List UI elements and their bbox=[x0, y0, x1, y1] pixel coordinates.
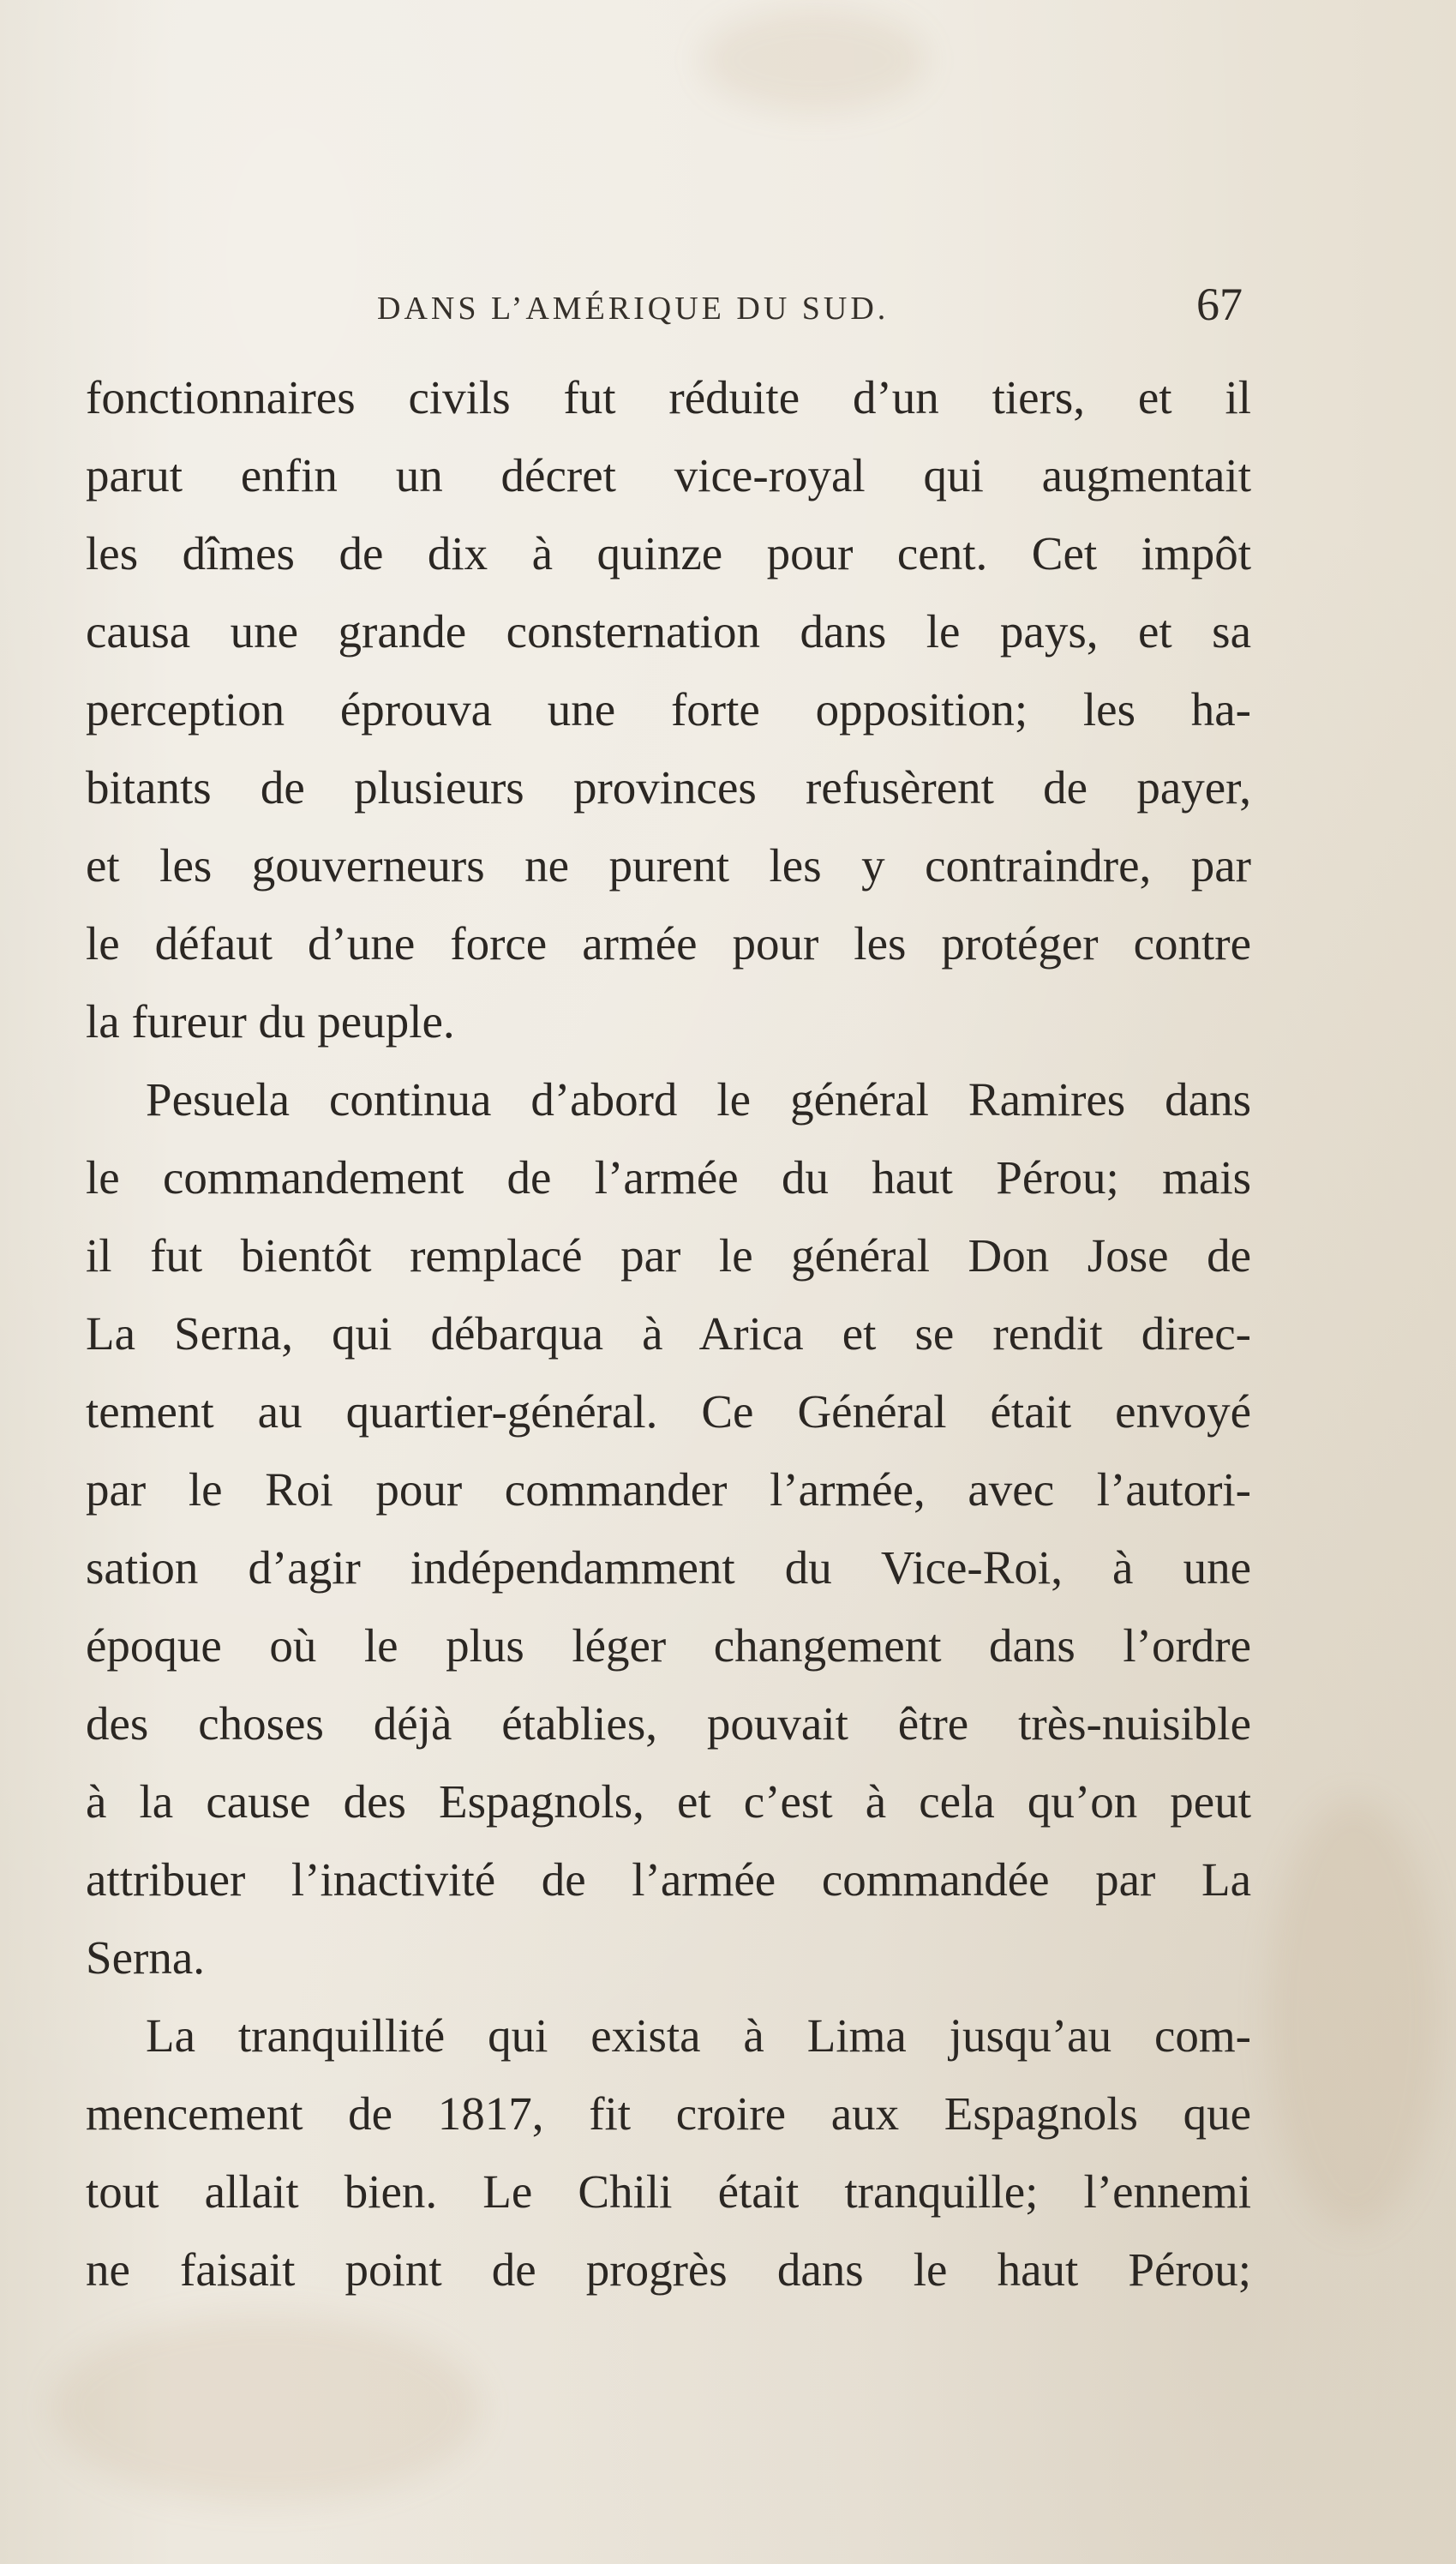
text-line: tout allait bien. Le Chili était tranquille; l’ennemi bbox=[86, 2165, 1251, 2218]
text-line: le commandement de l’armée du haut Pérou; mais bbox=[86, 1151, 1251, 1204]
text-line: mencement de 1817, fit croire aux Espagnols que bbox=[86, 2087, 1251, 2140]
text-line: il fut bientôt remplacé par le général Don Jose de bbox=[86, 1229, 1251, 1282]
text-line: ne faisait point de progrès dans le haut Pérou; bbox=[86, 2243, 1251, 2296]
text-line: Serna. bbox=[86, 1931, 205, 1984]
text-line: les dîmes de dix à quinze pour cent. Cet impôt bbox=[86, 527, 1251, 579]
text-line: causa une grande consternation dans le pays, et sa bbox=[86, 605, 1251, 658]
paper-stain bbox=[51, 2315, 480, 2503]
text-line: sation d’agir indépendamment du Vice-Roi, à une bbox=[86, 1541, 1251, 1594]
text-line: bitants de plusieurs provinces refusèrent de payer, bbox=[86, 761, 1251, 814]
text-line: parut enfin un décret vice-royal qui augmentait bbox=[86, 449, 1251, 501]
text-line: par le Roi pour commander l’armée, avec l’autori- bbox=[86, 1463, 1251, 1516]
paper-stain bbox=[703, 9, 926, 111]
text-line: le défaut d’une force armée pour les protéger contre bbox=[86, 917, 1251, 970]
text-line: La tranquillité qui exista à Lima jusqu’au com- bbox=[146, 2009, 1251, 2062]
text-line: perception éprouva une forte opposition; les ha- bbox=[86, 683, 1251, 736]
paragraph-1 bbox=[86, 358, 1251, 1060]
text-line: attribuer l’inactivité de l’armée commandée par La bbox=[86, 1853, 1251, 1906]
running-title: DANS L’AMÉRIQUE DU SUD. bbox=[377, 291, 890, 327]
text-line: La Serna, qui débarqua à Arica et se rendit direc- bbox=[86, 1307, 1251, 1360]
text-line: tement au quartier-général. Ce Général était envoyé bbox=[86, 1385, 1251, 1438]
text-line: des choses déjà établies, pouvait être très-nuisible bbox=[86, 1697, 1251, 1750]
text-line: la fureur du peuple. bbox=[86, 995, 455, 1048]
paper-stain bbox=[1268, 1800, 1440, 2229]
text-line: fonctionnaires civils fut réduite d’un tiers, et il bbox=[86, 371, 1251, 423]
text-line: et les gouverneurs ne purent les y contraindre, par bbox=[86, 839, 1251, 892]
text-line: à la cause des Espagnols, et c’est à cela qu’on peut bbox=[86, 1775, 1251, 1828]
paragraph-2 bbox=[86, 1060, 1251, 1997]
paragraph-3 bbox=[86, 1997, 1251, 2309]
text-line: époque où le plus léger changement dans l’ordre bbox=[86, 1619, 1251, 1672]
page-number: 67 bbox=[1196, 279, 1243, 330]
body-text bbox=[86, 358, 1251, 2309]
running-head bbox=[86, 279, 1251, 351]
text-line: Pesuela continua d’abord le général Ramires dans bbox=[146, 1073, 1251, 1126]
